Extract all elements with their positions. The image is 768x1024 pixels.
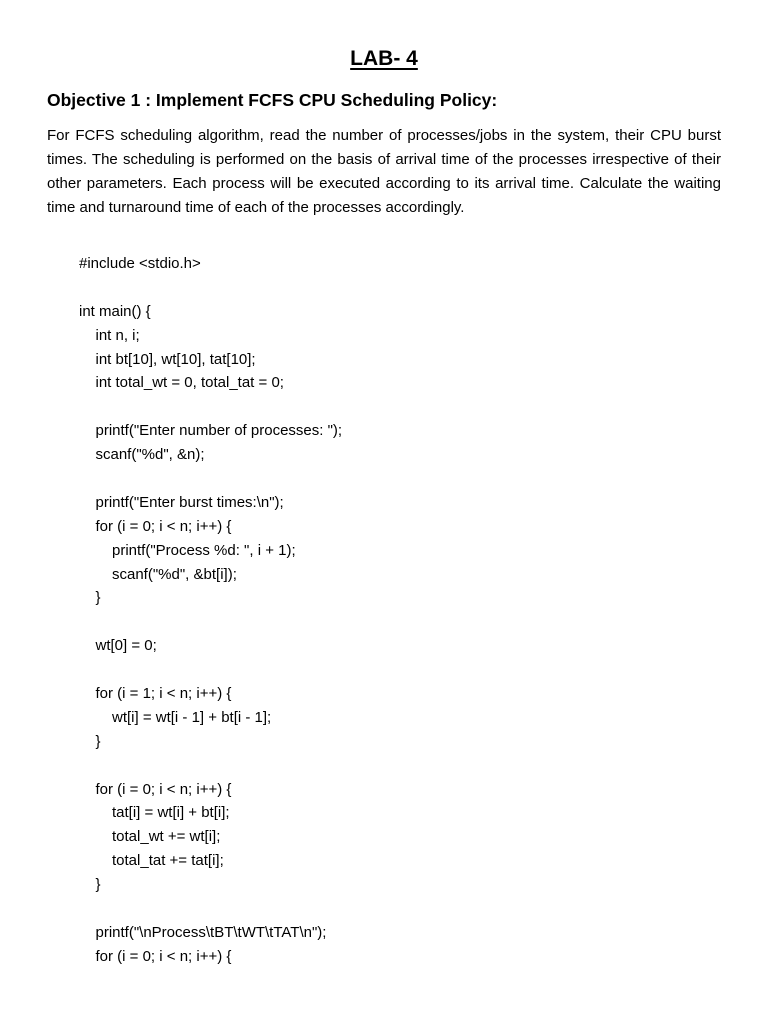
code-line: for (i = 1; i < n; i++) { (95, 685, 232, 703)
code-line (79, 610, 739, 634)
code-line: } (95, 876, 101, 894)
code-line: printf("Process %d: ", i + 1); (112, 541, 296, 559)
code-line: } (95, 732, 101, 750)
code-line (79, 658, 739, 682)
objective-description: For FCFS scheduling algorithm, read the number of processes/jobs in the system, their CPU burst times. The scheduling is performed on the basis of arrival time of the processes irrespective of their other parameters. Each process will be executed according to its arrival time. Calculate the waiting time and turnaround time of each of the processes accordingly. (47, 127, 721, 216)
code-line: printf("Enter burst times:\n"); (95, 493, 284, 511)
code-line (79, 276, 739, 300)
code-line (79, 467, 739, 491)
code-line: int n, i; (95, 326, 140, 344)
document-title: LAB- 4 (350, 47, 418, 70)
code-line: } (95, 589, 101, 607)
code-line: wt[i] = wt[i - 1] + bt[i - 1]; (112, 708, 272, 726)
code-line: for (i = 0; i < n; i++) { (95, 947, 232, 965)
code-line: #include <stdio.h> (79, 255, 201, 272)
code-line: printf("Enter number of processes: "); (95, 422, 343, 440)
code-listing (79, 252, 739, 969)
code-line (79, 897, 739, 921)
code-line: int bt[10], wt[10], tat[10]; (95, 350, 256, 368)
code-line: int main() { (79, 302, 151, 320)
code-line: scanf("%d", &bt[i]); (112, 565, 237, 583)
code-line: scanf("%d", &n); (95, 446, 205, 464)
code-line: for (i = 0; i < n; i++) { (95, 517, 232, 535)
objective-heading: Objective 1 : Implement FCFS CPU Scheduling Policy: (47, 90, 498, 110)
code-line: wt[0] = 0; (95, 637, 157, 655)
code-line: tat[i] = wt[i] + bt[i]; (112, 804, 230, 822)
code-line: int total_wt = 0, total_tat = 0; (95, 374, 284, 392)
code-line: for (i = 0; i < n; i++) { (95, 780, 232, 798)
code-line: printf("\nProcess\tBT\tWT\tTAT\n"); (95, 923, 327, 941)
code-line (79, 395, 739, 419)
code-line (79, 754, 739, 778)
code-line: total_wt += wt[i]; (112, 828, 221, 846)
code-line: total_tat += tat[i]; (112, 852, 224, 870)
